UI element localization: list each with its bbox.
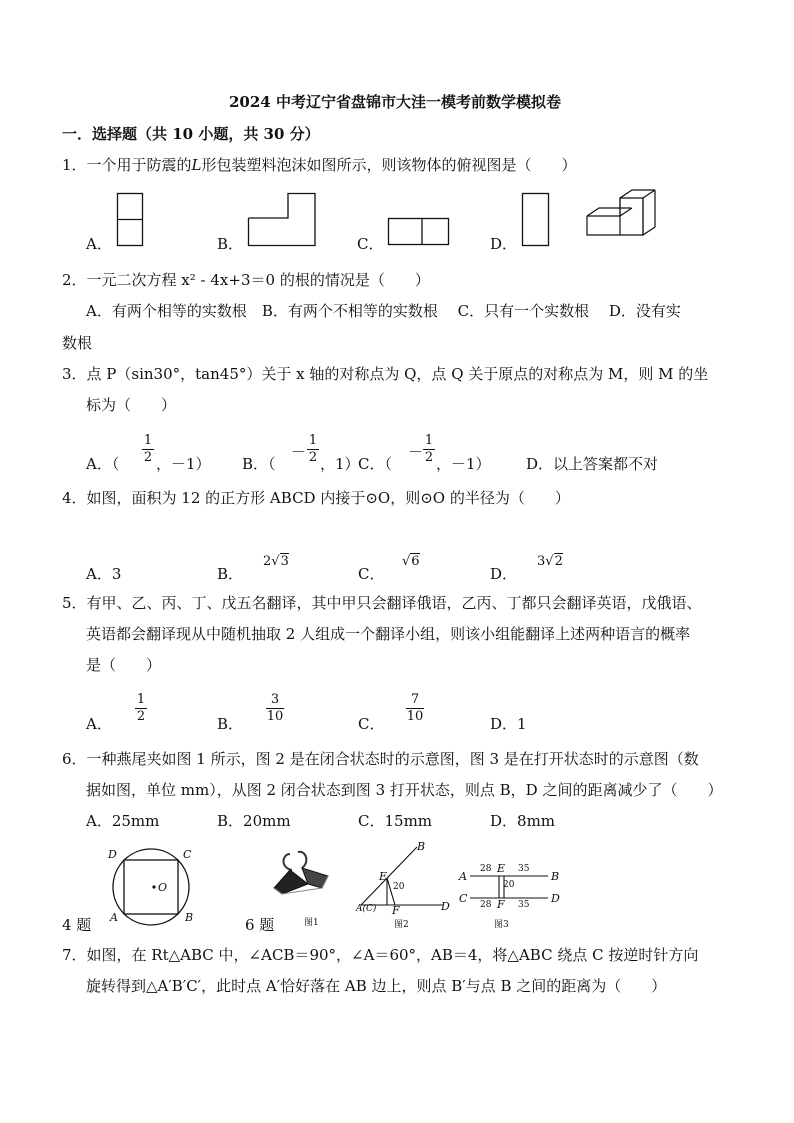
q4-option-b-value: 2√3 bbox=[263, 554, 289, 569]
q5-option-c[interactable]: C． bbox=[358, 715, 385, 733]
q4-figure-caption: 4 题 bbox=[62, 916, 92, 934]
q6-option-b[interactable]: B．20mm bbox=[217, 812, 291, 830]
q1-figure-3d-foam bbox=[585, 190, 660, 250]
q5-option-b-fraction bbox=[266, 693, 284, 724]
fraction-denominator: 10 bbox=[266, 709, 284, 724]
q5-option-a-fraction bbox=[135, 693, 147, 724]
point-label-b-fig3: B bbox=[551, 870, 560, 883]
coefficient: 3 bbox=[537, 554, 546, 569]
figure-2-closed-state bbox=[357, 845, 449, 907]
question-1-stem-b: 形包装塑料泡沫如图所示，则该物体的俯视图是（ ） bbox=[201, 156, 577, 174]
fraction-numerator: 7 bbox=[410, 692, 420, 707]
fraction-numerator: 1 bbox=[424, 433, 434, 448]
figure-2-label: 图2 bbox=[394, 920, 409, 930]
question-3-stem-line2: 标为（ ） bbox=[86, 396, 177, 414]
q3-option-c-tail: ，－1） bbox=[436, 455, 491, 473]
question-7-line2: 旋转得到△A′B′C′，此时点 A′恰好落在 AB 边上，则点 B′与点 B 之间的距离为（ ） bbox=[86, 977, 667, 995]
point-label-d-fig3: D bbox=[551, 892, 560, 905]
q4-option-d-value: 3√2 bbox=[537, 554, 563, 569]
point-label-e-fig2: E bbox=[379, 870, 388, 883]
q1-figure-a bbox=[117, 193, 143, 247]
q3-option-a-fraction bbox=[142, 434, 154, 465]
point-label-f-fig2: F bbox=[392, 904, 400, 917]
question-1-stem bbox=[62, 155, 577, 175]
dimension-35-top: 35 bbox=[518, 864, 530, 874]
q6-option-d[interactable]: D．8mm bbox=[490, 812, 556, 830]
q3-option-b-fraction bbox=[307, 434, 319, 465]
q3-option-a-prefix[interactable]: A．（ bbox=[86, 455, 120, 473]
radicand: 3 bbox=[280, 554, 289, 569]
q1-option-d[interactable]: D． bbox=[490, 235, 518, 253]
q3-option-c-negative-sign: － bbox=[408, 443, 424, 461]
fraction-numerator: 1 bbox=[308, 433, 318, 448]
point-label-b-fig2: B bbox=[417, 840, 426, 853]
question-2-options-wrap: 数根 bbox=[62, 334, 93, 352]
point-label-ac-fig2: A(C) bbox=[356, 904, 377, 914]
dimension-20-fig2: 20 bbox=[393, 882, 405, 892]
q4-option-c[interactable]: C． bbox=[358, 565, 385, 583]
fraction-numerator: 1 bbox=[143, 433, 153, 448]
fraction-denominator: 2 bbox=[424, 450, 434, 465]
q6-option-a[interactable]: A．25mm bbox=[86, 812, 160, 830]
q5-option-b[interactable]: B． bbox=[217, 715, 244, 733]
q1-option-c[interactable]: C． bbox=[357, 235, 384, 253]
fraction-denominator: 2 bbox=[308, 450, 318, 465]
question-2-stem: 2．一元二次方程 x² - 4x+3＝0 的根的情况是（ ） bbox=[62, 271, 430, 289]
fraction-numerator: 3 bbox=[270, 692, 280, 707]
q3-option-b-tail: ，1） bbox=[320, 455, 360, 473]
q6-option-c[interactable]: C．15mm bbox=[358, 812, 433, 830]
q3-option-c-prefix[interactable]: C．（ bbox=[358, 455, 392, 473]
question-5-line3: 是（ ） bbox=[86, 656, 162, 674]
question-1-stem-a: 1．一个用于防震的 bbox=[62, 156, 192, 174]
radicand: 2 bbox=[554, 554, 563, 569]
point-label-c-fig3: C bbox=[459, 892, 468, 905]
q5-option-c-fraction bbox=[406, 693, 424, 724]
radicand: 6 bbox=[411, 554, 420, 569]
figure-3-label: 图3 bbox=[494, 920, 509, 930]
question-6-line1: 6．一种燕尾夹如图 1 所示，图 2 是在闭合状态时的示意图，图 3 是在打开状态时的示意图（数 bbox=[62, 750, 699, 768]
point-label-d-fig2: D bbox=[441, 900, 450, 913]
q5-option-a[interactable]: A． bbox=[86, 715, 112, 733]
question-5-line2: 英语都会翻译现从中随机抽取 2 人组成一个翻译小组，则该小组能翻译上述两种语言的概率 bbox=[86, 625, 691, 643]
q3-option-c-fraction bbox=[423, 434, 435, 465]
q3-option-b-prefix[interactable]: B．（ bbox=[242, 455, 276, 473]
point-label-d: D bbox=[108, 848, 117, 861]
q3-option-a-tail: ，－1） bbox=[156, 455, 211, 473]
point-label-e-fig3: E bbox=[497, 862, 506, 875]
q4-option-b[interactable]: B． bbox=[217, 565, 244, 583]
q1-option-b[interactable]: B． bbox=[217, 235, 244, 253]
q4-option-a[interactable]: A．3 bbox=[86, 565, 122, 583]
question-1-var: L bbox=[191, 156, 202, 174]
dimension-28-top: 28 bbox=[480, 864, 492, 874]
q3-option-b-negative-sign: － bbox=[291, 443, 307, 461]
point-label-a-fig3: A bbox=[459, 870, 467, 883]
point-label-f-fig3: F bbox=[497, 898, 505, 911]
coefficient: 2 bbox=[263, 554, 272, 569]
fraction-numerator: 1 bbox=[136, 692, 146, 707]
q4-option-d[interactable]: D． bbox=[490, 565, 518, 583]
page-title: 2024 中考辽宁省盘锦市大洼一模考前数学模拟卷 bbox=[229, 93, 561, 111]
q1-figure-c bbox=[388, 218, 450, 246]
dimension-35-bottom: 35 bbox=[518, 900, 530, 910]
q1-figure-b bbox=[248, 193, 316, 247]
question-6-line2: 据如图，单位 mm），从图 2 闭合状态到图 3 打开状态，则点 B，D 之间的距离减少了（ ） bbox=[86, 781, 723, 799]
q1-option-a[interactable]: A． bbox=[86, 235, 112, 253]
dimension-28-bottom: 28 bbox=[480, 900, 492, 910]
question-7-line1: 7．如图，在 Rt△ABC 中，∠ACB＝90°，∠A＝60°，AB＝4，将△ABC 绕点 C 按逆时针方向 bbox=[62, 946, 699, 964]
q5-option-d[interactable]: D．1 bbox=[490, 715, 527, 733]
q6-figure-caption: 6 题 bbox=[245, 916, 275, 934]
fraction-denominator: 10 bbox=[406, 709, 424, 724]
question-5-line1: 5．有甲、乙、丙、丁、戊五名翻译，其中甲只会翻译俄语，乙丙、丁都只会翻译英语，戊俄语、 bbox=[62, 594, 702, 612]
point-label-c: C bbox=[183, 848, 192, 861]
q1-figure-d bbox=[522, 193, 550, 247]
point-label-o: O bbox=[158, 881, 168, 894]
question-3-stem-line1: 3．点 P（sin30°，tan45°）关于 x 轴的对称点为 Q，点 Q 关于原点的对称点为 M，则 M 的坐 bbox=[62, 365, 709, 383]
q3-option-d[interactable]: D．以上答案都不对 bbox=[526, 455, 659, 473]
binder-clip-illustration bbox=[268, 848, 336, 908]
q4-option-c-value: √6 bbox=[402, 554, 420, 569]
fraction-denominator: 2 bbox=[143, 450, 153, 465]
dimension-20-fig3: 20 bbox=[503, 880, 515, 890]
point-label-a: A bbox=[110, 911, 118, 924]
question-4-stem: 4．如图，面积为 12 的正方形 ABCD 内接于⊙O，则⊙O 的半径为（ ） bbox=[62, 489, 570, 507]
figure-1-label: 图1 bbox=[304, 918, 319, 928]
section-heading: 一．选择题（共 10 小题，共 30 分） bbox=[62, 125, 320, 143]
point-label-b: B bbox=[185, 911, 194, 924]
question-2-options[interactable]: A．有两个相等的实数根 B．有两个不相等的实数根 C．只有一个实数根 D．没有实 bbox=[86, 302, 681, 320]
fraction-denominator: 2 bbox=[136, 709, 146, 724]
